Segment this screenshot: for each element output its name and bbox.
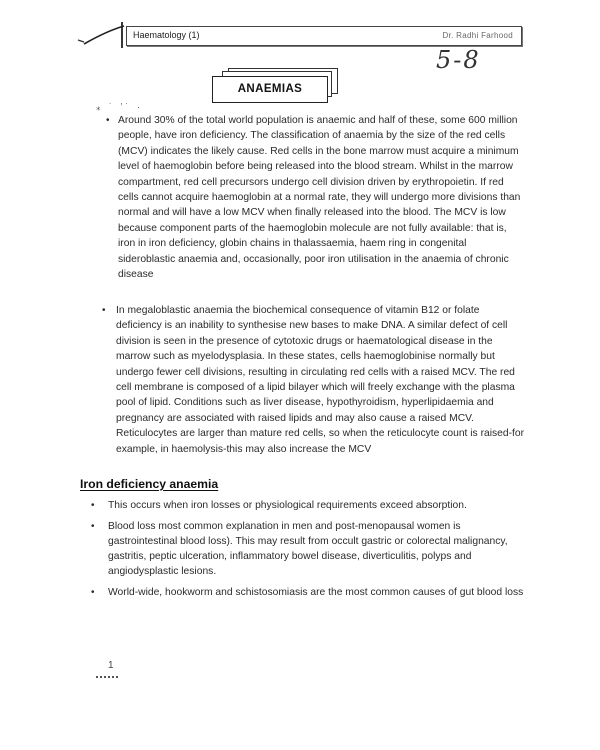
header-course: Haematology (1): [133, 30, 200, 40]
bullet-icon: •: [91, 500, 95, 511]
handwritten-stroke-mark: [74, 18, 130, 54]
section-list: [91, 498, 528, 606]
running-header: [126, 26, 522, 46]
page-footer-mark: [96, 676, 118, 680]
page-title: ANAEMIAS: [212, 76, 328, 103]
handwritten-page-ref: 5-8: [436, 46, 481, 74]
intro-bullet: [102, 303, 528, 457]
list-item-text: World-wide, hookworm and schistosomiasis are the most common causes of gut blood loss: [108, 587, 524, 598]
bullet-icon: •: [91, 521, 95, 532]
list-item-text: This occurs when iron losses or physiological requirements exceed absorption.: [108, 500, 467, 511]
title-box: [212, 68, 342, 104]
list-item: [91, 585, 528, 600]
bullet-icon: •: [102, 305, 106, 316]
header-author: Dr. Radhi Farhood: [442, 31, 513, 40]
list-item-text: Blood loss most common explanation in men and post-menopausal women is gastrointestinal blood loss). This may result from occult gastric or colorectal malignancy, gastritis, peptic ulceration, inflammatory bowel disease, diverticulitis, polyps and angiodysplastic lesions.: [108, 521, 508, 577]
bullet-icon: •: [106, 115, 110, 126]
bullet-icon: •: [91, 587, 95, 598]
section-heading: Iron deficiency anaemia: [80, 477, 219, 491]
intro-bullet-text: Around 30% of the total world population is anaemic and half of these, some 600 million people, have iron deficiency. The classification of anaemia by the size of the red cells (MCV) indicates the likely cause. Red cells in the bone marrow must acquire a minimum level of haemoglobin before being released into the blood stream. Whilst in the marrow compartment, red cell precursors undergo cell division driven by erythropoietin. If red cells cannot acquire haemoglobin at a normal rate, they will undergo more divisions than normal and will have a low MCV when finally released into the blood. The MCV is low because component parts of the haemoglobin molecule are not fully available: that is, iron in iron deficiency, globin chains in thalassaemia, haem ring in congenital sideroblastic anaemia and, occasionally, poor iron utilisation in the anaemia of chronic disease: [118, 115, 521, 281]
scan-speckle: ⁎ ˙ ʼ˙ ·: [96, 102, 143, 112]
intro-bullet: [106, 113, 526, 282]
list-item: [91, 519, 528, 579]
page-number: 1: [108, 660, 114, 671]
intro-bullet-text: In megaloblastic anaemia the biochemical consequence of vitamin B12 or folate deficiency is an inability to synthesise new bases to make DNA. A similar defect of cell division is seen in the presence of cytotoxic drugs or haematological disease in the marrow such as myelodysplasia. In these states, cells haemoglobinise normally but undergo fewer cell divisions, resulting in circulating red cells with a raised MCV. The red cell membrane is composed of a lipid bilayer which will freely exchange with the plasma pool of lipid. Conditions such as liver disease, hypothyroidism, hyperlipidaemia and pregnancy are associated with raised lipids and may also cause a raised MCV. Reticulocytes are larger than mature red cells, so when the reticulocyte count is raised-for example, in haemolysis-this may also increase the MCV: [116, 305, 525, 455]
list-item: [91, 498, 528, 513]
